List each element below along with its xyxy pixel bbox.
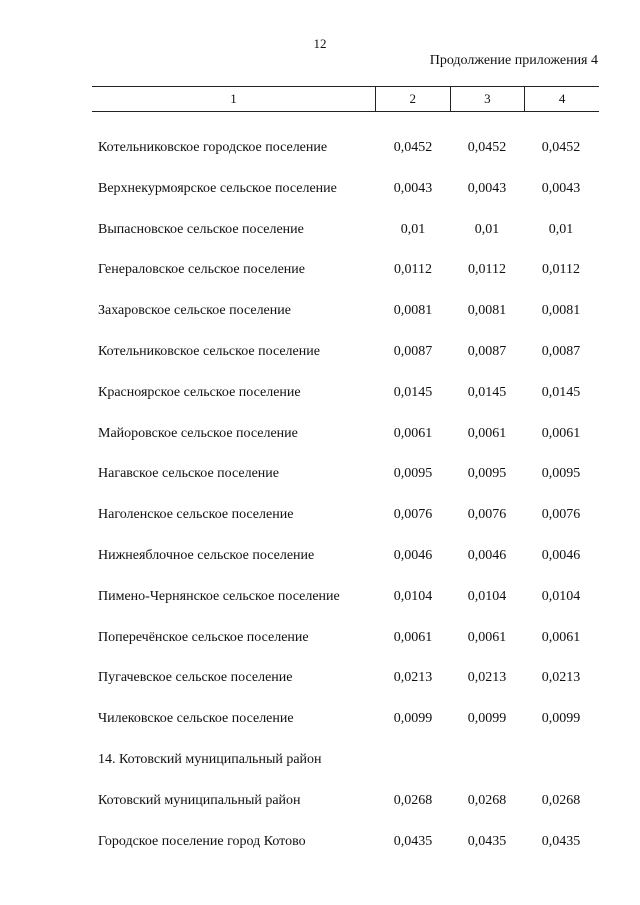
table-row — [0, 579, 640, 620]
row-value-col2: 0,0095 — [393, 466, 433, 482]
row-value-col3: 0,0061 — [467, 425, 507, 441]
table-row — [0, 171, 640, 212]
table-row — [0, 660, 640, 701]
row-value-col2: 0,0435 — [393, 833, 433, 849]
row-name: Чилековское сельское поселение — [98, 711, 294, 727]
row-name: Красноярское сельское поселение — [98, 384, 301, 400]
row-name: Генераловское сельское поселение — [98, 262, 305, 278]
row-value-col2: 0,0145 — [393, 384, 433, 400]
row-name: Нагавское сельское поселение — [98, 466, 279, 482]
table-row — [0, 538, 640, 579]
row-value-col4: 0,0061 — [541, 629, 581, 645]
row-value-col3: 0,0081 — [467, 303, 507, 319]
row-value-col4: 0,0104 — [541, 588, 581, 604]
row-value-col3: 0,0095 — [467, 466, 507, 482]
row-value-col4: 0,0435 — [541, 833, 581, 849]
row-value-col3: 0,01 — [474, 221, 500, 237]
row-value-col4: 0,0081 — [541, 303, 581, 319]
row-value-col4: 0,0046 — [541, 547, 581, 563]
table-body — [0, 130, 640, 864]
row-value-col2: 0,0104 — [393, 588, 433, 604]
column-header-3: 3 — [451, 87, 526, 111]
table-row — [0, 456, 640, 497]
row-value-col3: 0,0435 — [467, 833, 507, 849]
section-heading-row — [0, 742, 640, 783]
row-value-col2: 0,0099 — [393, 711, 433, 727]
row-value-col4: 0,0099 — [541, 711, 581, 727]
table-row — [0, 130, 640, 171]
continuation-label: Продолжение приложения 4 — [429, 53, 598, 68]
table-row — [0, 824, 640, 865]
table-row — [0, 701, 640, 742]
page-number: 12 — [313, 36, 327, 51]
row-value-col2: 0,0112 — [394, 262, 432, 278]
row-name: Пимено-Чернянское сельское поселение — [98, 588, 340, 604]
row-value-col4: 0,0061 — [541, 425, 581, 441]
row-value-col2: 0,0076 — [393, 507, 433, 523]
table-header — [92, 86, 599, 112]
column-header-1: 1 — [92, 87, 376, 111]
row-value-col3: 0,0061 — [467, 629, 507, 645]
row-value-col2: 0,0081 — [393, 303, 433, 319]
row-value-col2: 0,0213 — [393, 670, 433, 686]
table-row — [0, 375, 640, 416]
row-name: Наголенское сельское поселение — [98, 507, 294, 523]
row-value-col4: 0,0087 — [541, 343, 581, 359]
row-name: Поперечёнское сельское поселение — [98, 629, 309, 645]
row-value-col2: 0,0452 — [393, 140, 433, 155]
row-name: Захаровское сельское поселение — [98, 303, 291, 319]
column-header-2: 2 — [376, 87, 451, 111]
row-name: Верхнекурмоярское сельское поселение — [98, 180, 337, 196]
table-row — [0, 497, 640, 538]
row-value-col3: 0,0112 — [468, 262, 506, 278]
row-value-col3: 0,0104 — [467, 588, 507, 604]
table-row — [0, 783, 640, 824]
row-value-col2: 0,01 — [400, 221, 426, 237]
row-value-col2: 0,0061 — [393, 425, 433, 441]
row-value-col4: 0,0452 — [541, 140, 581, 155]
row-name: Выпасновское сельское поселение — [98, 221, 304, 237]
row-value-col3: 0,0076 — [467, 507, 507, 523]
table-row — [0, 252, 640, 293]
row-value-col3: 0,0043 — [467, 180, 507, 196]
row-name: Пугачевское сельское поселение — [98, 670, 293, 686]
row-name: Котельниковское сельское поселение — [98, 343, 320, 359]
row-value-col2: 0,0087 — [393, 343, 433, 359]
table-row — [0, 212, 640, 253]
table-row — [0, 334, 640, 375]
row-name: Майоровское сельское поселение — [98, 425, 298, 441]
section-heading: 14. Котовский муниципальный район — [98, 751, 322, 767]
table-row — [0, 416, 640, 457]
row-value-col4: 0,0213 — [541, 670, 581, 686]
row-name: Городское поселение город Котово — [98, 833, 306, 849]
row-value-col4: 0,0112 — [542, 262, 580, 278]
row-value-col2: 0,0061 — [393, 629, 433, 645]
row-value-col2: 0,0268 — [393, 792, 433, 808]
row-value-col4: 0,0095 — [541, 466, 581, 482]
row-value-col4: 0,01 — [548, 221, 574, 237]
row-value-col4: 0,0043 — [541, 180, 581, 196]
row-value-col4: 0,0076 — [541, 507, 581, 523]
row-value-col3: 0,0213 — [467, 670, 507, 686]
row-value-col3: 0,0145 — [467, 384, 507, 400]
row-value-col2: 0,0043 — [393, 180, 433, 196]
row-name: Нижнеяблочное сельское поселение — [98, 547, 315, 563]
table-row — [0, 620, 640, 661]
row-value-col4: 0,0268 — [541, 792, 581, 808]
table-row — [0, 293, 640, 334]
row-name: Котовский муниципальный район — [98, 792, 301, 808]
row-value-col3: 0,0452 — [467, 140, 507, 155]
column-header-4: 4 — [558, 91, 566, 106]
row-value-col2: 0,0046 — [393, 547, 433, 563]
row-value-col3: 0,0046 — [467, 547, 507, 563]
row-value-col3: 0,0087 — [467, 343, 507, 359]
row-value-col4: 0,0145 — [541, 384, 581, 400]
row-value-col3: 0,0268 — [467, 792, 507, 808]
row-name: Котельниковское городское поселение — [98, 140, 328, 155]
row-value-col3: 0,0099 — [467, 711, 507, 727]
